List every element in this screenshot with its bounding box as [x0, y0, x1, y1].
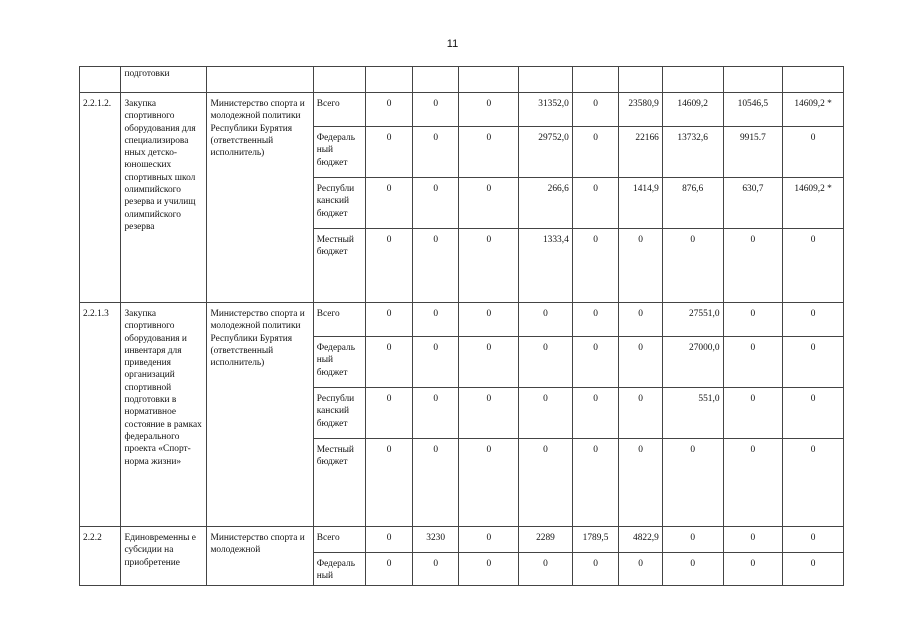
value-cell: 0	[412, 337, 459, 388]
value-cell: 0	[366, 303, 413, 337]
value-cell: 0	[572, 439, 619, 527]
name-cell: Единовременны е субсидии на приобретение	[121, 527, 207, 586]
value-cell: 0	[572, 93, 619, 127]
value-cell: 0	[412, 553, 459, 586]
source-cell: Республи канский бюджет	[313, 178, 366, 229]
value-cell: 0	[519, 439, 573, 527]
source-cell	[313, 67, 366, 93]
value-cell: 22166	[619, 127, 663, 178]
value-cell: 0	[662, 553, 723, 586]
value-cell: 0	[572, 178, 619, 229]
value-cell: 0	[366, 553, 413, 586]
value-cell	[783, 67, 844, 93]
value-cell	[723, 67, 783, 93]
value-cell: 0	[412, 229, 459, 303]
value-cell: 13732,6	[662, 127, 723, 178]
value-cell: 29752,0	[519, 127, 573, 178]
value-cell: 0	[783, 337, 844, 388]
value-cell: 0	[783, 439, 844, 527]
value-cell: 0	[459, 553, 519, 586]
table-row	[80, 527, 844, 553]
value-cell	[662, 67, 723, 93]
value-cell: 0	[783, 127, 844, 178]
value-cell	[459, 67, 519, 93]
value-cell: 3230	[412, 527, 459, 553]
value-cell: 0	[619, 553, 663, 586]
source-cell: Федераль ный бюджет	[313, 127, 366, 178]
value-cell: 0	[662, 439, 723, 527]
value-cell: 0	[459, 178, 519, 229]
source-cell: Всего	[313, 303, 366, 337]
value-cell: 876,6	[662, 178, 723, 229]
value-cell: 0	[723, 337, 783, 388]
table-row	[80, 303, 844, 337]
value-cell: 14609,2 *	[783, 93, 844, 127]
value-cell: 0	[412, 127, 459, 178]
value-cell: 0	[459, 303, 519, 337]
source-cell: Местный бюджет	[313, 229, 366, 303]
value-cell: 0	[459, 439, 519, 527]
value-cell: 0	[723, 527, 783, 553]
value-cell: 0	[412, 439, 459, 527]
value-cell: 0	[572, 553, 619, 586]
executor-cell: Министерство спорта и молодежной политики Республики Бурятия (ответственный исполнитель)	[207, 93, 313, 303]
value-cell: 0	[572, 388, 619, 439]
executor-cell: Министерство спорта и молодежной	[207, 527, 313, 586]
value-cell: 14609,2 *	[783, 178, 844, 229]
value-cell: 1333,4	[519, 229, 573, 303]
value-cell: 0	[366, 178, 413, 229]
value-cell	[619, 67, 663, 93]
value-cell: 0	[572, 337, 619, 388]
value-cell: 0	[459, 93, 519, 127]
value-cell: 31352,0	[519, 93, 573, 127]
value-cell: 0	[619, 388, 663, 439]
value-cell: 0	[519, 388, 573, 439]
value-cell: 630,7	[723, 178, 783, 229]
value-cell: 4822,9	[619, 527, 663, 553]
value-cell: 0	[366, 93, 413, 127]
value-cell: 0	[662, 527, 723, 553]
value-cell: 0	[619, 337, 663, 388]
value-cell: 23580,9	[619, 93, 663, 127]
value-cell: 0	[619, 229, 663, 303]
value-cell: 0	[519, 303, 573, 337]
value-cell: 0	[412, 303, 459, 337]
value-cell: 0	[366, 337, 413, 388]
value-cell: 0	[619, 439, 663, 527]
value-cell: 1414,9	[619, 178, 663, 229]
value-cell: 14609,2	[662, 93, 723, 127]
page-number: 11	[446, 38, 459, 50]
value-cell: 0	[723, 388, 783, 439]
name-cell: Закупка спортивного оборудования и инвентаря для приведения организаций спортивной подготовки в нормативное состояние в рамках федерального проекта «Спорт- норма жизни»	[121, 303, 207, 527]
value-cell: 27000,0	[662, 337, 723, 388]
value-cell: 0	[366, 229, 413, 303]
value-cell: 0	[412, 388, 459, 439]
value-cell: 0	[519, 553, 573, 586]
value-cell	[412, 67, 459, 93]
value-cell: 0	[662, 229, 723, 303]
value-cell: 0	[459, 388, 519, 439]
value-cell: 0	[783, 388, 844, 439]
value-cell: 0	[412, 178, 459, 229]
value-cell: 0	[723, 553, 783, 586]
value-cell: 0	[412, 93, 459, 127]
value-cell: 551,0	[662, 388, 723, 439]
value-cell: 0	[459, 527, 519, 553]
source-cell: Местный бюджет	[313, 439, 366, 527]
source-cell: Всего	[313, 527, 366, 553]
source-cell: Федераль ный	[313, 553, 366, 586]
source-cell: Всего	[313, 93, 366, 127]
value-cell: 266,6	[519, 178, 573, 229]
value-cell	[366, 67, 413, 93]
value-cell: 2289	[519, 527, 573, 553]
name-cell: Закупка спортивного оборудования для специализирова нных детско-юношеских спортивных школ олимпийского резерва и училищ олимпийского резерва	[121, 93, 207, 303]
value-cell: 0	[572, 229, 619, 303]
source-cell: Республи канский бюджет	[313, 388, 366, 439]
value-cell: 0	[366, 388, 413, 439]
value-cell: 0	[783, 303, 844, 337]
executor-cell	[207, 67, 313, 93]
value-cell: 0	[723, 439, 783, 527]
budget-table	[79, 66, 844, 586]
value-cell: 27551,0	[662, 303, 723, 337]
code-cell: 2.2.1.2.	[80, 93, 121, 303]
value-cell: 10546,5	[723, 93, 783, 127]
value-cell: 0	[783, 229, 844, 303]
value-cell: 0	[783, 527, 844, 553]
value-cell: 0	[366, 439, 413, 527]
name-cell: подготовки	[121, 67, 207, 93]
value-cell: 0	[366, 127, 413, 178]
value-cell: 1789,5	[572, 527, 619, 553]
source-cell: Федераль ный бюджет	[313, 337, 366, 388]
value-cell: 0	[619, 303, 663, 337]
code-cell: 2.2.2	[80, 527, 121, 586]
value-cell: 0	[783, 553, 844, 586]
value-cell	[572, 67, 619, 93]
continuation-row	[80, 67, 844, 93]
value-cell: 0	[459, 127, 519, 178]
value-cell: 0	[723, 303, 783, 337]
value-cell: 0	[572, 127, 619, 178]
code-cell	[80, 67, 121, 93]
value-cell: 0	[459, 229, 519, 303]
value-cell: 0	[459, 337, 519, 388]
code-cell: 2.2.1.3	[80, 303, 121, 527]
value-cell: 0	[723, 229, 783, 303]
executor-cell: Министерство спорта и молодежной политики Республики Бурятия (ответственный исполнитель)	[207, 303, 313, 527]
value-cell: 9915.7	[723, 127, 783, 178]
value-cell: 0	[366, 527, 413, 553]
value-cell: 0	[572, 303, 619, 337]
value-cell: 0	[519, 337, 573, 388]
value-cell	[519, 67, 573, 93]
table-row	[80, 93, 844, 127]
